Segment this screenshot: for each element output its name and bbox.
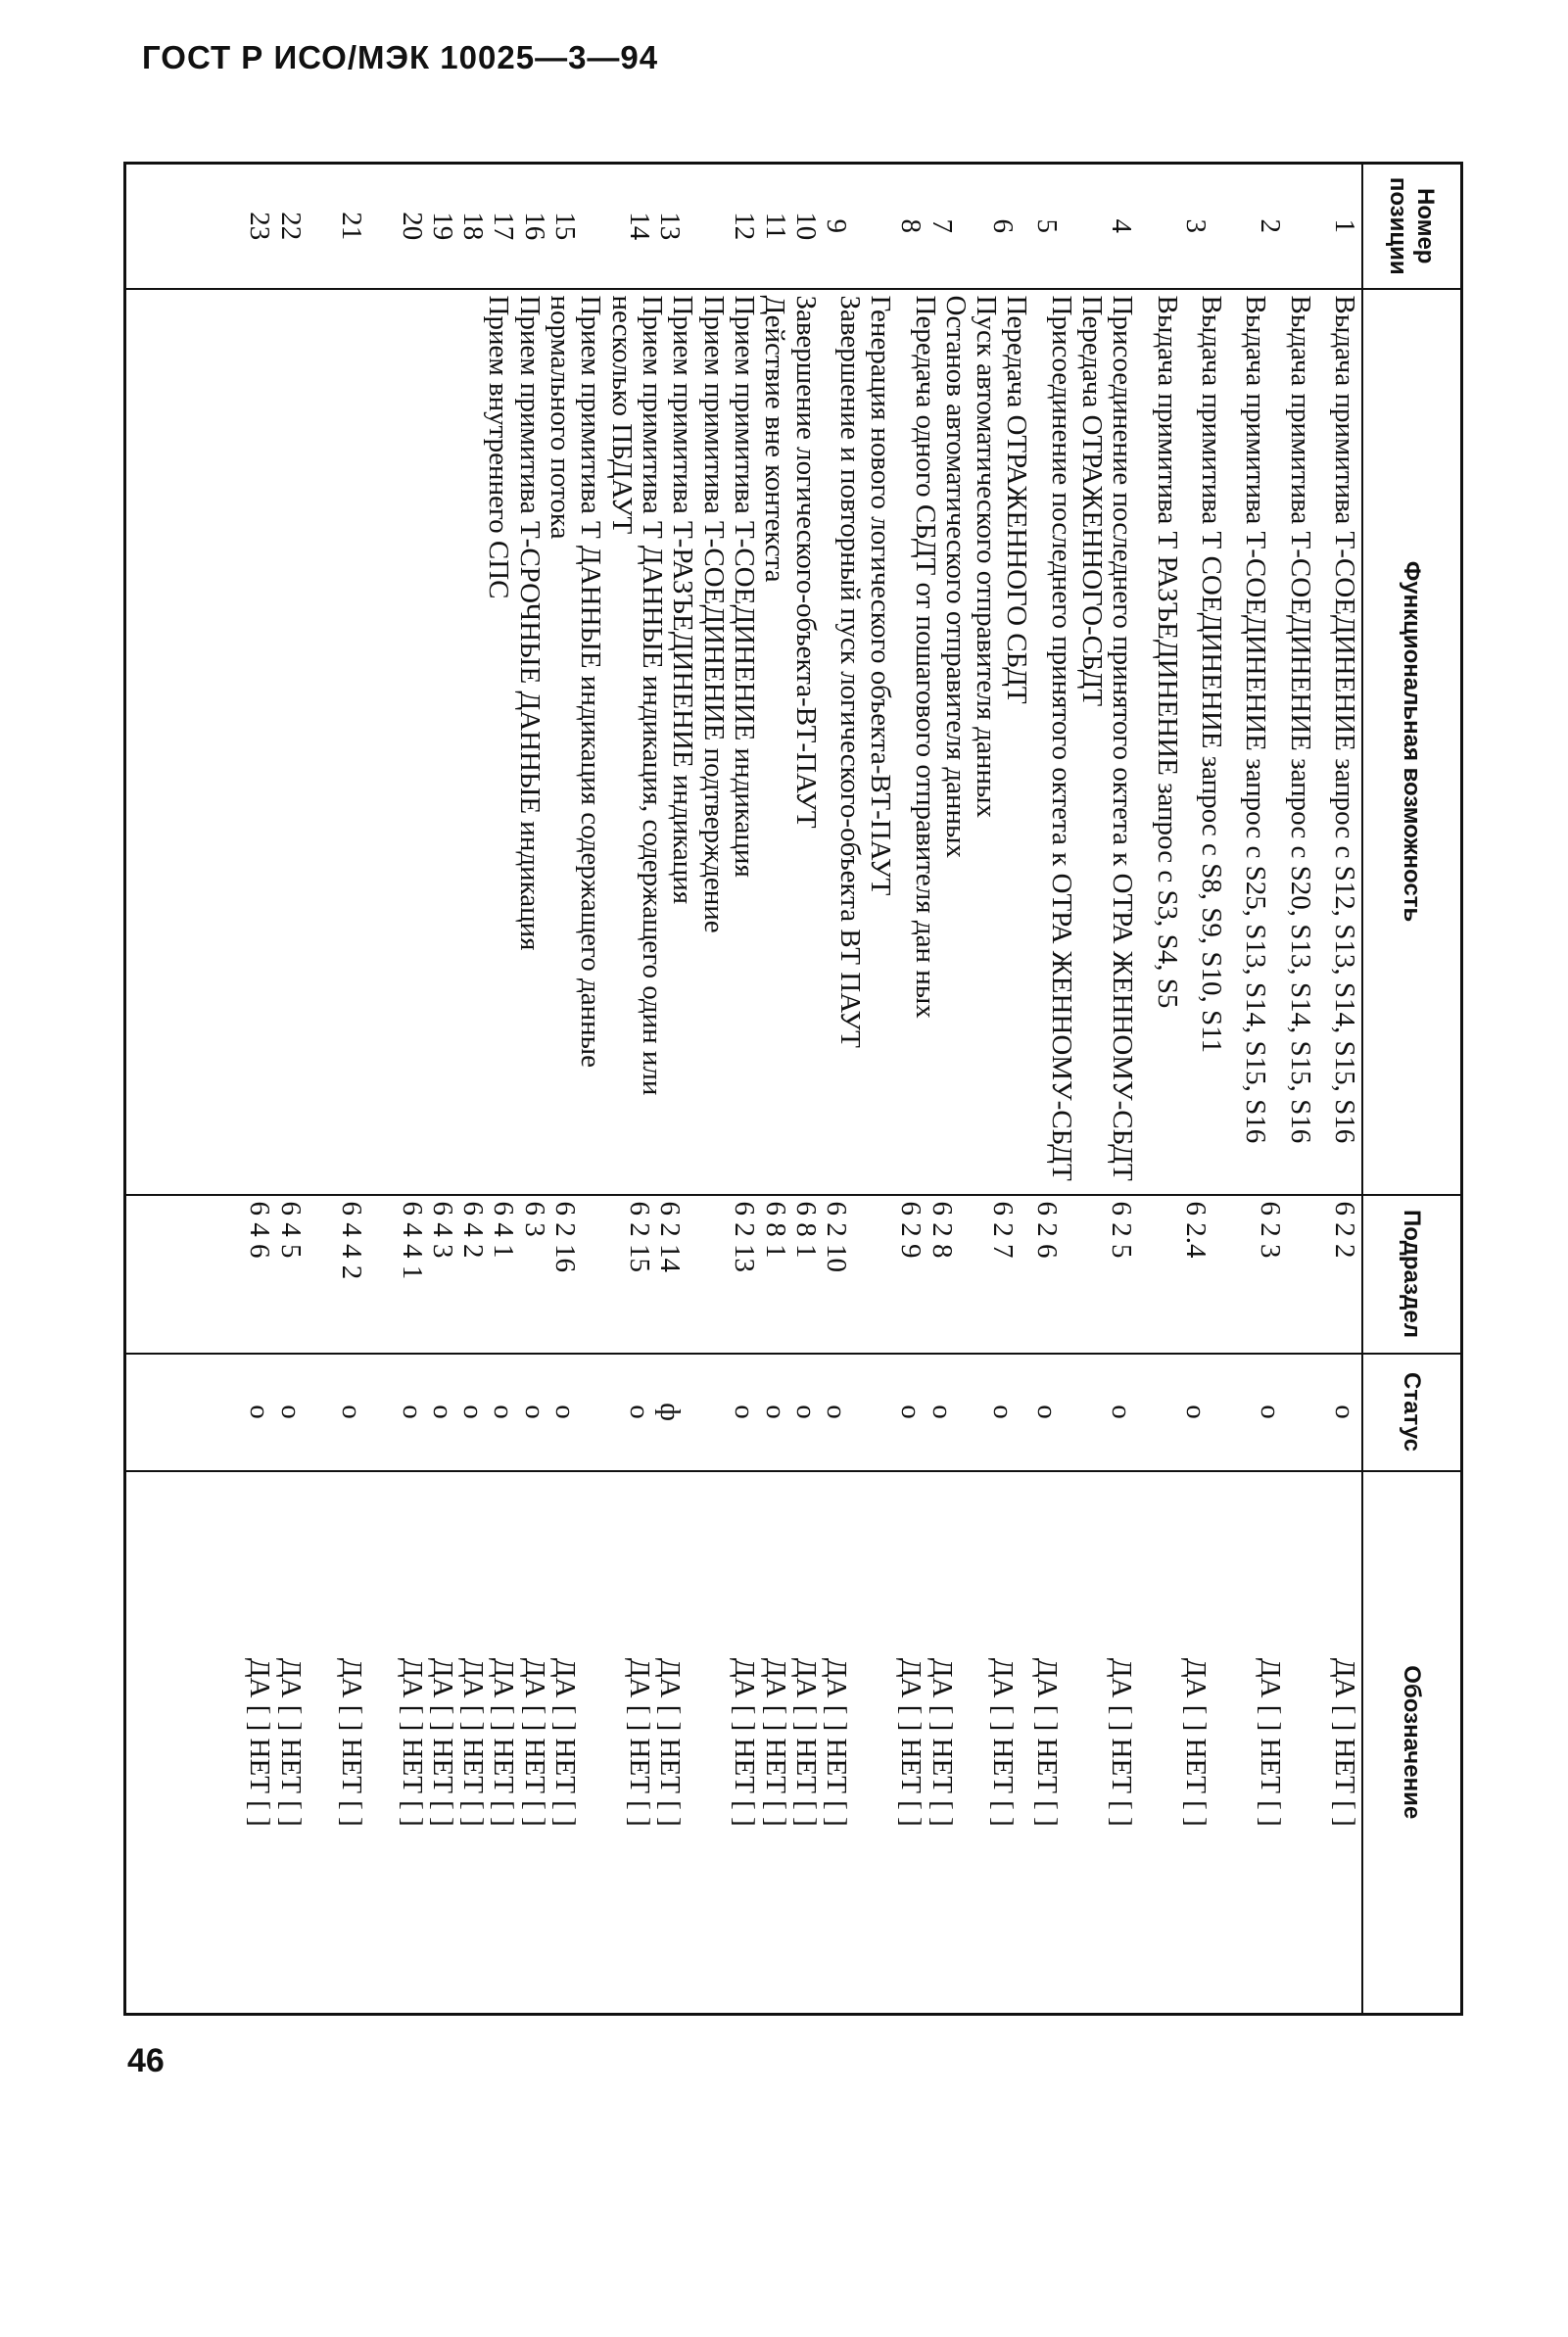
cell-sec: 6 4 2 xyxy=(457,1201,490,1259)
cell-des[interactable]: ДА [ ] НЕТ [ ] xyxy=(1329,1657,1360,1827)
cell-func: Прием примитива Т ДАННЫЕ индикация, содержащего один или несколько ПБДАУТ xyxy=(605,295,669,1096)
cell-stat: о xyxy=(396,1405,428,1419)
cell-func: Передача ОТРАЖЕННОГО СБДТ xyxy=(1001,295,1033,704)
cell-stat: о xyxy=(986,1405,1019,1419)
cell-des[interactable]: ДА [ ] НЕТ [ ] xyxy=(549,1657,582,1827)
cell-stat: о xyxy=(1329,1405,1360,1419)
cell-stat: о xyxy=(426,1405,458,1419)
cell-num: 8 xyxy=(895,218,927,233)
cell-des[interactable]: ДА [ ] НЕТ [ ] xyxy=(244,1657,276,1827)
cell-des[interactable]: ДА [ ] НЕТ [ ] xyxy=(1031,1657,1063,1827)
table-body-row xyxy=(125,164,1363,2015)
cell-num: 5 xyxy=(1031,218,1063,233)
cell-des[interactable]: ДА [ ] НЕТ [ ] xyxy=(335,1657,367,1827)
column-header-status: Статус xyxy=(1362,1354,1462,1471)
cell-num: 22 xyxy=(274,212,307,241)
cell-stat: о xyxy=(335,1405,367,1419)
cell-stat: о xyxy=(549,1405,582,1419)
cell-num: 13 xyxy=(654,212,687,241)
cell-num: 18 xyxy=(457,212,490,241)
cell-stat: о xyxy=(518,1405,550,1419)
cell-num: 23 xyxy=(244,212,276,241)
cell-func: Прием примитива Т-СРОЧНЫЕ ДАННЫЕ индикация xyxy=(513,295,546,951)
cell-sec: 6 2 15 xyxy=(624,1201,656,1272)
cell-des[interactable]: ДА [ ] НЕТ [ ] xyxy=(1106,1657,1137,1827)
cell-func: Присоединение последнего принятого октета к ОТРА ЖЕННОМУ-СБДТ xyxy=(1045,295,1077,1181)
cell-func: Выдача примитива Т-СОЕДИНЕНИЕ запрос с S25, S13, S14, S15, S16 xyxy=(1240,295,1272,1144)
cell-num: 15 xyxy=(549,212,582,241)
cell-des[interactable]: ДА [ ] НЕТ [ ] xyxy=(457,1657,490,1827)
cell-func: Прием примитива Т-СОЕДИНЕНИЕ подтверждение xyxy=(697,295,730,933)
cell-num: 19 xyxy=(426,212,458,241)
cell-des[interactable]: ДА [ ] НЕТ [ ] xyxy=(1180,1657,1212,1827)
cell-func: Прием примитива Т ДАННЫЕ индикация содержащего данные нормального потока xyxy=(545,295,607,1068)
table-header-row xyxy=(1362,164,1462,2015)
cell-stat: о xyxy=(729,1405,761,1419)
cell-sec: 6 4 5 xyxy=(274,1201,307,1259)
cell-sec: 6 2 14 xyxy=(654,1201,687,1272)
cell-func: Прием внутреннего СПС xyxy=(483,295,515,599)
cell-num: 21 xyxy=(335,212,367,241)
cell-func: Выдача примитива Т СОЕДИНЕНИЕ запрос с S8, S9, S10, S11 xyxy=(1196,295,1228,1054)
column-header-function: Функциональная возможность xyxy=(1362,289,1462,1195)
cell-func: Действие вне контекста xyxy=(759,295,791,583)
cell-sec: 6 4 3 xyxy=(426,1201,458,1259)
cell-sec: 6 2 6 xyxy=(1031,1201,1063,1259)
cell-num: 6 xyxy=(986,218,1019,233)
rotated-table-frame xyxy=(123,162,1463,2013)
cell-num: 11 xyxy=(759,212,791,240)
cell-func: Завершение и повторный пуск логического-объекта ВТ ПАУТ xyxy=(833,295,866,1048)
cell-des[interactable]: ДА [ ] НЕТ [ ] xyxy=(624,1657,656,1827)
cell-des[interactable]: ДА [ ] НЕТ [ ] xyxy=(518,1657,550,1827)
cell-num: 1 xyxy=(1329,218,1360,233)
cell-func: Передача одного СБДТ от пошагового отправителя дан ных xyxy=(909,295,941,1019)
cell-des[interactable]: ДА [ ] НЕТ [ ] xyxy=(821,1657,853,1827)
cell-sec: 6 8 1 xyxy=(759,1201,791,1259)
cell-stat: ф xyxy=(654,1403,687,1421)
cell-sec: 6 2 2 xyxy=(1329,1201,1360,1259)
cell-sec: 6 4 4 2 xyxy=(335,1201,367,1280)
cell-func: Выдача примитива Т-СОЕДИНЕНИЕ запрос с S20, S13, S14, S15, S16 xyxy=(1284,295,1316,1144)
cell-num: 9 xyxy=(821,218,853,233)
cell-sec: 6 2.4 xyxy=(1180,1201,1212,1259)
cell-des[interactable]: ДА [ ] НЕТ [ ] xyxy=(895,1657,927,1827)
cell-des[interactable]: ДА [ ] НЕТ [ ] xyxy=(1255,1657,1286,1827)
cell-num: 10 xyxy=(790,212,823,241)
cell-des[interactable]: ДА [ ] НЕТ [ ] xyxy=(396,1657,428,1827)
cell-sec: 6 8 1 xyxy=(790,1201,823,1259)
functional-capabilities-table xyxy=(123,162,1463,2016)
function-column xyxy=(125,289,1363,1195)
cell-num: 20 xyxy=(396,212,428,241)
cell-des[interactable]: ДА [ ] НЕТ [ ] xyxy=(759,1657,791,1827)
cell-des[interactable]: ДА [ ] НЕТ [ ] xyxy=(426,1657,458,1827)
cell-sec: 6 4 6 xyxy=(244,1201,276,1259)
cell-sec: 6 2 10 xyxy=(821,1201,853,1272)
cell-sec: 6 4 1 xyxy=(488,1201,520,1259)
cell-des[interactable]: ДА [ ] НЕТ [ ] xyxy=(926,1657,958,1827)
cell-sec: 6 2 7 xyxy=(986,1201,1019,1259)
cell-stat: о xyxy=(457,1405,490,1419)
cell-stat: о xyxy=(244,1405,276,1419)
cell-func: Выдача примитива Т-СОЕДИНЕНИЕ запрос с S12, S13, S14, S15, S16 xyxy=(1329,295,1360,1144)
cell-func: Останов автоматического отправителя данных xyxy=(939,295,972,858)
cell-des[interactable]: ДА [ ] НЕТ [ ] xyxy=(729,1657,761,1827)
document-header: ГОСТ Р ИСО/МЭК 10025—3—94 xyxy=(142,39,659,75)
cell-sec: 6 2 8 xyxy=(926,1201,958,1259)
cell-des[interactable]: ДА [ ] НЕТ [ ] xyxy=(986,1657,1019,1827)
cell-num: 2 xyxy=(1255,218,1286,233)
cell-num: 14 xyxy=(624,212,656,241)
number-column xyxy=(125,164,1363,289)
column-header-section: Подраздел xyxy=(1362,1195,1462,1354)
cell-func: Прием примитива Т-РАЗЪЕДИНЕНИЕ индикация xyxy=(667,295,699,905)
cell-stat: о xyxy=(1255,1405,1286,1419)
cell-sec: 6 2 16 xyxy=(549,1201,582,1272)
cell-func: Пуск автоматического отправителя данных xyxy=(971,295,1003,818)
cell-stat: о xyxy=(821,1405,853,1419)
cell-des[interactable]: ДА [ ] НЕТ [ ] xyxy=(488,1657,520,1827)
cell-func: Выдача примитива Т РАЗЪЕДИНЕНИЕ запрос с S3, S4, S5 xyxy=(1151,295,1183,1009)
cell-stat: о xyxy=(895,1405,927,1419)
cell-stat: о xyxy=(488,1405,520,1419)
page-number: 46 xyxy=(127,2042,165,2079)
designation-column xyxy=(125,1471,1363,2015)
cell-stat: о xyxy=(926,1405,958,1419)
cell-stat: о xyxy=(759,1405,791,1419)
cell-des[interactable]: ДА [ ] НЕТ [ ] xyxy=(274,1657,307,1827)
cell-num: 3 xyxy=(1180,218,1212,233)
status-column xyxy=(125,1354,1363,1471)
section-column xyxy=(125,1195,1363,1354)
cell-stat: о xyxy=(790,1405,823,1419)
cell-num: 4 xyxy=(1106,218,1137,233)
cell-sec: 6 2 9 xyxy=(895,1201,927,1259)
cell-num: 7 xyxy=(926,218,958,233)
cell-num: 17 xyxy=(488,212,520,241)
column-header-number: Номер позиции xyxy=(1362,164,1462,289)
cell-sec: 6 4 4 1 xyxy=(396,1201,428,1280)
cell-sec: 6 3 xyxy=(518,1201,550,1237)
cell-stat: о xyxy=(1106,1405,1137,1419)
cell-sec: 6 2 5 xyxy=(1106,1201,1137,1259)
cell-des[interactable]: ДА [ ] НЕТ [ ] xyxy=(790,1657,823,1827)
cell-sec: 6 2 3 xyxy=(1255,1201,1286,1259)
cell-des[interactable]: ДА [ ] НЕТ [ ] xyxy=(654,1657,687,1827)
cell-stat: о xyxy=(1031,1405,1063,1419)
cell-num: 12 xyxy=(729,212,761,241)
cell-func: Прием примитива Т-СОЕДИНЕНИЕ индикация xyxy=(729,295,760,878)
cell-func: Присоединение последнего принятого октета к ОТРА ЖЕННОМУ-СБДТ xyxy=(1107,295,1139,1181)
column-header-designation: Обозначение xyxy=(1362,1471,1462,2015)
cell-stat: о xyxy=(624,1405,656,1419)
cell-num: 16 xyxy=(518,212,550,241)
cell-func: Передача ОТРАЖЕННОГО-СБДТ xyxy=(1076,295,1109,707)
cell-stat: о xyxy=(1180,1405,1212,1419)
cell-stat: о xyxy=(274,1405,307,1419)
cell-func: Генерация нового логического объекта-ВТ-ПАУТ xyxy=(865,295,897,896)
cell-func: Завершение логического-объекта-ВТ-ПАУТ xyxy=(789,295,822,829)
cell-sec: 6 2 13 xyxy=(729,1201,761,1272)
